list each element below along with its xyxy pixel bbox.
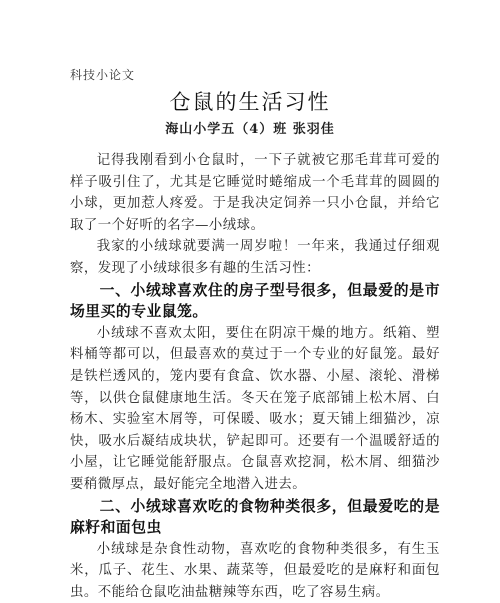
author-byline: 海山小学五（4）班 张羽佳: [165, 122, 335, 137]
section-heading-housing: 一、小绒球喜欢住的房子型号很多，但最爱的是市场里买的专业鼠笼。: [70, 281, 440, 321]
article-body: [70, 150, 440, 603]
section-heading-food: 二、小绒球喜欢吃的食物种类很多，但最爱吃的是麻籽和面包虫: [70, 497, 440, 537]
section-category-label: 科技小论文: [70, 68, 136, 82]
observation-paragraph: 我家的小绒球就要满一周岁啦！一年来，我通过仔细观察，发现了小绒球很多有趣的生活习性：: [70, 239, 440, 276]
housing-paragraph: 小绒球不喜欢太阳，要住在阴凉干燥的地方。纸箱、塑料桶等都可以，但最喜欢的莫过于一个专业的好鼠笼。最好是铁栏透风的，笼内要有食盒、饮水器、小屋、滚轮、滑梯等，以供仓鼠健康地生活。冬天在笼子底部铺上松木屑、白杨木、实验室木屑等，可保暖、吸水；夏天铺上细猫沙，凉快，吸水后凝结成块状，铲起即可。还要有一个温暖舒适的小屋，让它睡觉能舒服点。仓鼠喜欢挖洞，松木屑、细猫沙要稍微厚点，最好能完全地潜入进去。: [70, 325, 440, 492]
intro-paragraph: 记得我刚看到小仓鼠时，一下子就被它那毛茸茸可爱的样子吸引住了，尤其是它睡觉时蜷缩成一个毛茸茸的圆圆的小球，更加惹人疼爱。于是我决定饲养一只小仓鼠，并给它取了一个好听的名字—小绒球。: [70, 153, 440, 233]
article-title: 仓鼠的生活习性: [169, 90, 331, 114]
food-paragraph: 小绒球是杂食性动物，喜欢吃的食物种类很多，有生玉米，瓜子、花生、水果、蔬菜等，但最爱吃的是麻籽和面包虫。不能给仓鼠吃油盐糖辣等东西，吃了容易生病。: [70, 541, 440, 600]
